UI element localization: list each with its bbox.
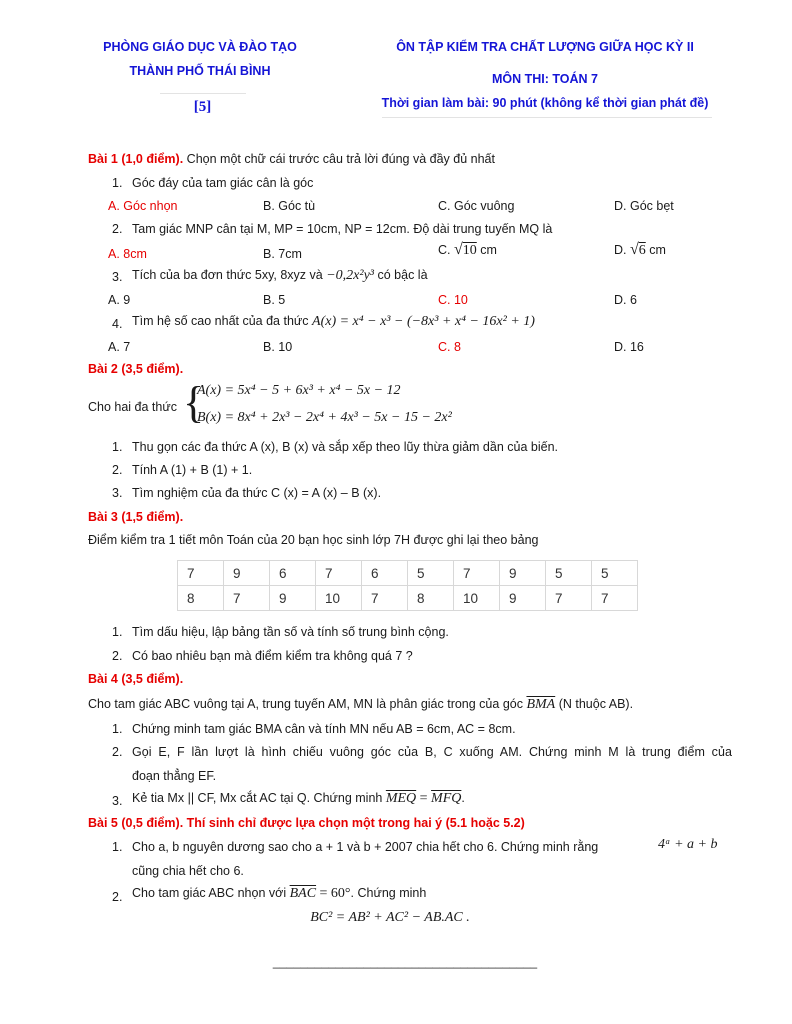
table-cell: 10: [316, 586, 362, 611]
polynomial-a: A(x) = 5x⁴ − 5 + 6x³ + x⁴ − 5x − 12: [197, 383, 401, 398]
q3-option-c: C. 10: [438, 293, 468, 307]
q3-number: 3.: [112, 270, 123, 284]
subject: MÔN THI: TOÁN 7: [491, 72, 599, 86]
q1-number: 1.: [112, 176, 123, 190]
bai1-title: Bài 1 (1,0 điểm).: [88, 152, 184, 166]
bai3-item1-number: 1.: [112, 625, 123, 639]
bai3-item2-number: 2.: [112, 649, 123, 663]
q4-expression: A(x) = x⁴ − x³ − (−8x³ + x⁴ − 16x² + 1): [312, 314, 535, 329]
table-cell: 9: [270, 586, 316, 611]
q2-option-c: [438, 241, 497, 259]
q3-option-d: D. 6: [614, 293, 637, 307]
exam-duration: Thời gian làm bài: 90 phút (không kể thời gian phát đề): [381, 96, 709, 110]
bai2-item3-number: 3.: [112, 486, 123, 500]
q2-option-c-unit: cm: [480, 243, 497, 257]
q4-option-d: D. 16: [614, 340, 644, 354]
sqrt-icon: √: [629, 241, 639, 258]
q3-text-start: Tích của ba đơn thức 5xy, 8xyz và: [132, 268, 323, 282]
angle-bac: $\overline{BAC}$: [289, 886, 317, 901]
brace-icon: {: [183, 378, 205, 427]
table-cell: 9: [224, 561, 270, 586]
bai4-item1-text: Chứng minh tam giác BMA cân và tính MN nếu AB = 6cm, AC = 8cm.: [132, 722, 516, 736]
q3-expression: −0,2x²y³: [326, 268, 374, 283]
bai5-item1-number: 1.: [112, 840, 123, 854]
table-cell: 7: [224, 586, 270, 611]
angle-value: = 60°: [319, 886, 351, 901]
header-divider-left: [160, 93, 246, 94]
bai4-item1-number: 1.: [112, 722, 123, 736]
angle-bma: $\overline{BMA}$: [526, 697, 556, 712]
q3-text-end: có bậc là: [377, 268, 428, 282]
footer-line: ______________________________________: [272, 955, 538, 969]
department-name: PHÒNG GIÁO DỤC VÀ ĐÀO TẠO: [103, 40, 297, 54]
q2-option-b: B. 7cm: [263, 247, 302, 261]
q4-text-start: Tìm hệ số cao nhất của đa thức: [132, 314, 309, 328]
polynomial-b: B(x) = 8x⁴ + 2x³ − 2x⁴ + 4x³ − 5x − 15 − 2x²: [197, 410, 452, 425]
bai2-item2-number: 2.: [112, 463, 123, 477]
table-cell: 8: [178, 586, 224, 611]
bai2-item2-text: Tính A (1) + B (1) + 1.: [132, 463, 253, 477]
bai4-intro-end: (N thuộc AB).: [558, 697, 634, 711]
bai4-item3-text: [132, 791, 465, 807]
bai4-item3-text-start: Kẻ tia Mx || CF, Mx cắt AC tại Q. Chứng minh: [132, 791, 383, 805]
bai3-title: Bài 3 (1,5 điểm).: [88, 510, 184, 524]
q2-option-c-radicand: 10: [462, 243, 477, 258]
q4-number: 4.: [112, 317, 123, 331]
bai5-item1-line1: Cho a, b nguyên dương sao cho a + 1 và b + 2007 chia hết cho 6. Chứng minh rằng: [132, 840, 599, 854]
table-cell: 9: [500, 561, 546, 586]
table-cell: 7: [592, 586, 638, 611]
table-row: [178, 561, 638, 586]
table-cell: 6: [270, 561, 316, 586]
q2-option-d: [614, 241, 666, 259]
table-cell: 10: [454, 586, 500, 611]
bai5-item1-line2: cũng chia hết cho 6.: [132, 864, 244, 878]
table-cell: 7: [546, 586, 592, 611]
angle-meq: $\overline{MEQ}$: [385, 791, 417, 806]
table-cell: 7: [454, 561, 500, 586]
table-cell: 9: [500, 586, 546, 611]
bai4-item2-number: 2.: [112, 745, 123, 759]
bai4-item2-line2: đoạn thẳng EF.: [132, 769, 217, 783]
table-cell: 6: [362, 561, 408, 586]
bai4-intro: [88, 697, 633, 713]
bai5-item2-text-start: Cho tam giác ABC nhọn với: [132, 886, 287, 900]
bai3-item1-text: Tìm dấu hiệu, lập bảng tần số và tính số trung bình cộng.: [132, 625, 449, 639]
exam-title: ÔN TẬP KIỂM TRA CHẤT LƯỢNG GIỮA HỌC KỲ II: [396, 40, 694, 54]
q1-option-b: B. Góc tù: [263, 199, 316, 213]
bai4-item3-end: .: [461, 791, 465, 805]
table-cell: 5: [592, 561, 638, 586]
q1-option-d: D. Góc bẹt: [614, 199, 674, 213]
header-divider-right: [382, 117, 712, 118]
q2-option-d-letter: D.: [614, 243, 627, 257]
bai3-item2-text: Có bao nhiêu bạn mà điểm kiểm tra không quá 7 ?: [132, 649, 413, 663]
q4-option-c: C. 8: [438, 340, 461, 354]
q4-text: [132, 314, 535, 330]
q2-option-d-unit: cm: [649, 243, 666, 257]
city-name: THÀNH PHỐ THÁI BÌNH: [129, 64, 271, 78]
bai1-instruction: Chọn một chữ cái trước câu trả lời đúng và đầy đủ nhất: [186, 152, 495, 166]
q2-number: 2.: [112, 222, 123, 236]
q4-option-a: A. 7: [108, 340, 131, 354]
q1-text: Góc đáy của tam giác cân là góc: [132, 176, 314, 190]
bai2-intro: Cho hai đa thức: [88, 400, 177, 414]
bai4-title: Bài 4 (3,5 điểm).: [88, 672, 184, 686]
bai4-intro-text: Cho tam giác ABC vuông tại A, trung tuyến AM, MN là phân giác trong của góc: [88, 697, 523, 711]
bai4-item3-number: 3.: [112, 794, 123, 808]
table-cell: 7: [178, 561, 224, 586]
q3-text: [132, 268, 428, 284]
q2-text: Tam giác MNP cân tại M, MP = 10cm, NP = 12cm. Độ dài trung tuyến MQ là: [132, 222, 553, 236]
q2-option-d-radicand: 6: [638, 243, 646, 258]
bai5-item2-text: [132, 886, 426, 902]
scores-table: [177, 560, 638, 611]
exam-code: [5]: [193, 99, 212, 115]
bai5-item2-number: 2.: [112, 890, 123, 904]
q2-option-a: A. 8cm: [108, 247, 147, 261]
bai5-item1-expression: 4ᵃ + a + b: [658, 837, 718, 852]
bai2-item1-number: 1.: [112, 440, 123, 454]
table-cell: 7: [362, 586, 408, 611]
angle-mfq: $\overline{MFQ}$: [431, 791, 462, 806]
q2-option-c-letter: C.: [438, 243, 451, 257]
bai2-title: Bài 2 (3,5 điểm).: [88, 362, 184, 376]
bai3-intro: Điểm kiểm tra 1 tiết môn Toán của 20 bạn học sinh lớp 7H được ghi lại theo bảng: [88, 533, 539, 547]
bai4-item2-line1: Gọi E, F lần lượt là hình chiếu vuông góc của B, C xuống AM. Chứng minh M là trung điểm của: [132, 745, 732, 759]
bai2-item3-text: Tìm nghiệm của đa thức C (x) = A (x) – B (x).: [132, 486, 382, 500]
table-cell: 5: [408, 561, 454, 586]
q1-option-c: C. Góc vuông: [438, 199, 515, 213]
bai2-item1-text: Thu gọn các đa thức A (x), B (x) và sắp xếp theo lũy thừa giảm dần của biến.: [132, 440, 558, 454]
bai5-title: Bài 5 (0,5 điểm). Thí sinh chỉ được lựa chọn một trong hai ý (5.1 hoặc 5.2): [88, 816, 525, 830]
q1-option-a: A. Góc nhọn: [108, 199, 178, 213]
equals-sign: =: [419, 791, 428, 806]
q4-option-b: B. 10: [263, 340, 293, 354]
table-row: [178, 586, 638, 611]
table-cell: 7: [316, 561, 362, 586]
table-cell: 8: [408, 586, 454, 611]
q3-option-a: A. 9: [108, 293, 131, 307]
table-cell: 5: [546, 561, 592, 586]
sqrt-icon: √: [453, 241, 463, 258]
bai5-formula: BC² = AB² + AC² − AB.AC .: [310, 910, 470, 925]
q3-option-b: B. 5: [263, 293, 286, 307]
bai5-item2-text-end: . Chứng minh: [350, 886, 427, 900]
bai1-heading: [88, 152, 495, 166]
